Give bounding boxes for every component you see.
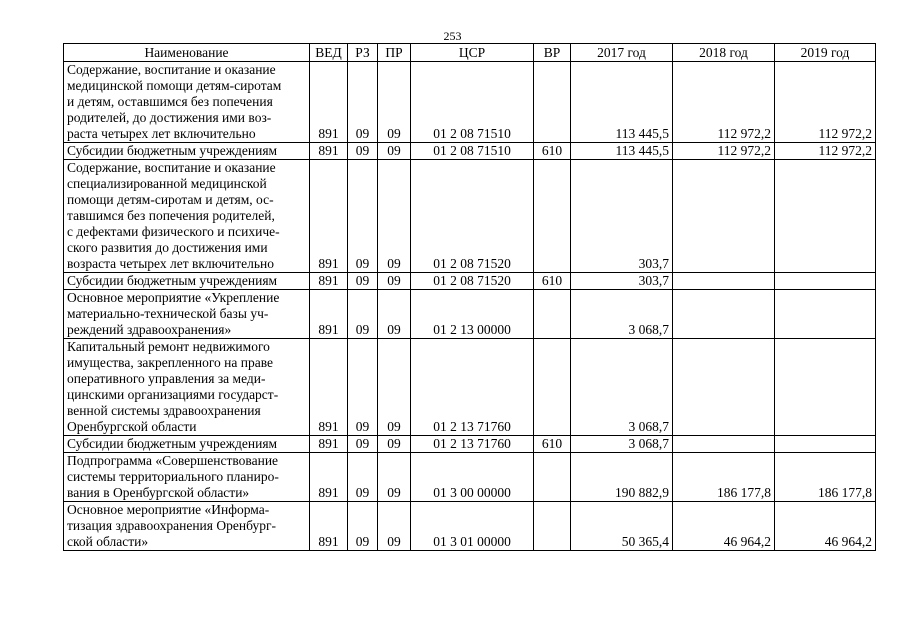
cell-ved: 891 <box>310 502 348 551</box>
name-line: раста четырех лет включительно <box>67 126 256 141</box>
header-ved: ВЕД <box>310 44 348 62</box>
cell-pr: 09 <box>378 436 411 453</box>
cell-csr: 01 2 13 71760 <box>411 436 534 453</box>
name-line: с дефектами физического и психиче- <box>67 224 280 239</box>
header-rz: РЗ <box>348 44 378 62</box>
table-row <box>64 453 876 502</box>
name-line: Оренбургской области <box>67 419 197 434</box>
name-line: помощи детям-сиротам и детям, ос- <box>67 192 274 207</box>
name-line: ской области» <box>67 534 149 549</box>
cell-vr <box>534 502 571 551</box>
name-line: Основное мероприятие «Укрепление <box>67 290 280 305</box>
name-line: тизация здравоохранения Оренбург- <box>67 518 276 533</box>
cell-name <box>64 436 310 453</box>
cell-ved: 891 <box>310 436 348 453</box>
header-row <box>64 44 876 62</box>
header-csr: ЦСР <box>411 44 534 62</box>
header-vr: ВР <box>534 44 571 62</box>
cell-name <box>64 160 310 273</box>
cell-vr <box>534 62 571 143</box>
cell-pr: 09 <box>378 290 411 339</box>
cell-2017: 3 068,7 <box>571 436 673 453</box>
cell-2017: 113 445,5 <box>571 62 673 143</box>
cell-name <box>64 502 310 551</box>
cell-csr: 01 2 13 71760 <box>411 339 534 436</box>
table-row <box>64 339 876 436</box>
cell-csr: 01 2 08 71520 <box>411 273 534 290</box>
cell-2018: 46 964,2 <box>673 502 775 551</box>
cell-rz: 09 <box>348 502 378 551</box>
cell-rz: 09 <box>348 339 378 436</box>
cell-rz: 09 <box>348 143 378 160</box>
cell-csr: 01 3 00 00000 <box>411 453 534 502</box>
cell-2019: 112 972,2 <box>775 143 876 160</box>
cell-ved: 891 <box>310 273 348 290</box>
cell-rz: 09 <box>348 273 378 290</box>
cell-csr: 01 2 08 71510 <box>411 143 534 160</box>
cell-vr: 610 <box>534 273 571 290</box>
name-line: цинскими организациями государст- <box>67 387 279 402</box>
cell-2019 <box>775 273 876 290</box>
cell-csr: 01 2 13 00000 <box>411 290 534 339</box>
cell-2018 <box>673 273 775 290</box>
cell-csr: 01 2 08 71510 <box>411 62 534 143</box>
name-line: материально-технической базы уч- <box>67 306 269 321</box>
cell-name <box>64 143 310 160</box>
cell-2018 <box>673 339 775 436</box>
cell-pr: 09 <box>378 453 411 502</box>
cell-ved: 891 <box>310 453 348 502</box>
cell-2018 <box>673 436 775 453</box>
cell-2019: 46 964,2 <box>775 502 876 551</box>
header-name: Наименование <box>64 44 310 62</box>
name-line: системы территориального планиро- <box>67 469 279 484</box>
cell-vr <box>534 453 571 502</box>
cell-ved: 891 <box>310 160 348 273</box>
cell-rz: 09 <box>348 290 378 339</box>
name-line: Капитальный ремонт недвижимого <box>67 339 270 354</box>
header-2017: 2017 год <box>571 44 673 62</box>
cell-pr: 09 <box>378 502 411 551</box>
table-row <box>64 160 876 273</box>
cell-2018 <box>673 160 775 273</box>
name-line: Субсидии бюджетным учреждениям <box>67 436 278 451</box>
table-row <box>64 143 876 160</box>
cell-vr: 610 <box>534 436 571 453</box>
name-line: специализированной медицинской <box>67 176 267 191</box>
name-line: и детям, оставшимся без попечения <box>67 94 273 109</box>
cell-name <box>64 62 310 143</box>
header-2019: 2019 год <box>775 44 876 62</box>
cell-name <box>64 290 310 339</box>
cell-ved: 891 <box>310 339 348 436</box>
budget-table <box>63 43 876 551</box>
cell-2019 <box>775 436 876 453</box>
cell-csr: 01 2 08 71520 <box>411 160 534 273</box>
table-row <box>64 62 876 143</box>
name-line: тавшимся без попечения родителей, <box>67 208 275 223</box>
cell-vr: 610 <box>534 143 571 160</box>
name-line: венной системы здравоохранения <box>67 403 261 418</box>
cell-pr: 09 <box>378 339 411 436</box>
cell-ved: 891 <box>310 143 348 160</box>
cell-rz: 09 <box>348 453 378 502</box>
cell-name <box>64 453 310 502</box>
table-row <box>64 273 876 290</box>
name-line: вания в Оренбургской области» <box>67 485 250 500</box>
cell-rz: 09 <box>348 436 378 453</box>
header-2018: 2018 год <box>673 44 775 62</box>
cell-vr <box>534 160 571 273</box>
cell-2019: 112 972,2 <box>775 62 876 143</box>
cell-rz: 09 <box>348 62 378 143</box>
name-line: возраста четырех лет включительно <box>67 256 274 271</box>
cell-2019 <box>775 160 876 273</box>
page-number: 253 <box>443 29 462 43</box>
cell-vr <box>534 339 571 436</box>
cell-2018: 112 972,2 <box>673 62 775 143</box>
cell-2019 <box>775 339 876 436</box>
name-line: Содержание, воспитание и оказание <box>67 160 276 175</box>
cell-csr: 01 3 01 00000 <box>411 502 534 551</box>
cell-2019 <box>775 290 876 339</box>
cell-2017: 113 445,5 <box>571 143 673 160</box>
cell-pr: 09 <box>378 62 411 143</box>
cell-2017: 303,7 <box>571 273 673 290</box>
cell-2018: 186 177,8 <box>673 453 775 502</box>
cell-rz: 09 <box>348 160 378 273</box>
name-line: реждений здравоохранения» <box>67 322 232 337</box>
cell-name <box>64 339 310 436</box>
name-line: Содержание, воспитание и оказание <box>67 62 276 77</box>
cell-2017: 3 068,7 <box>571 290 673 339</box>
name-line: Подпрограмма «Совершенствование <box>67 453 279 468</box>
cell-2019: 186 177,8 <box>775 453 876 502</box>
cell-2017: 190 882,9 <box>571 453 673 502</box>
name-line: Субсидии бюджетным учреждениям <box>67 143 278 158</box>
cell-2018: 112 972,2 <box>673 143 775 160</box>
cell-2017: 3 068,7 <box>571 339 673 436</box>
cell-2017: 50 365,4 <box>571 502 673 551</box>
cell-vr <box>534 290 571 339</box>
cell-ved: 891 <box>310 62 348 143</box>
name-line: родителей, до достижения ими воз- <box>67 110 272 125</box>
header-pr: ПР <box>378 44 411 62</box>
table-row <box>64 502 876 551</box>
name-line: Субсидии бюджетным учреждениям <box>67 273 278 288</box>
cell-name <box>64 273 310 290</box>
name-line: Основное мероприятие «Информа- <box>67 502 270 517</box>
cell-2018 <box>673 290 775 339</box>
cell-pr: 09 <box>378 273 411 290</box>
cell-2017: 303,7 <box>571 160 673 273</box>
table-row <box>64 290 876 339</box>
table-row <box>64 436 876 453</box>
cell-pr: 09 <box>378 160 411 273</box>
name-line: оперативного управления за меди- <box>67 371 266 386</box>
name-line: медицинской помощи детям-сиротам <box>67 78 282 93</box>
cell-pr: 09 <box>378 143 411 160</box>
name-line: ского развития до достижения ими <box>67 240 268 255</box>
table-body <box>64 62 876 551</box>
cell-ved: 891 <box>310 290 348 339</box>
name-line: имущества, закрепленного на праве <box>67 355 274 370</box>
